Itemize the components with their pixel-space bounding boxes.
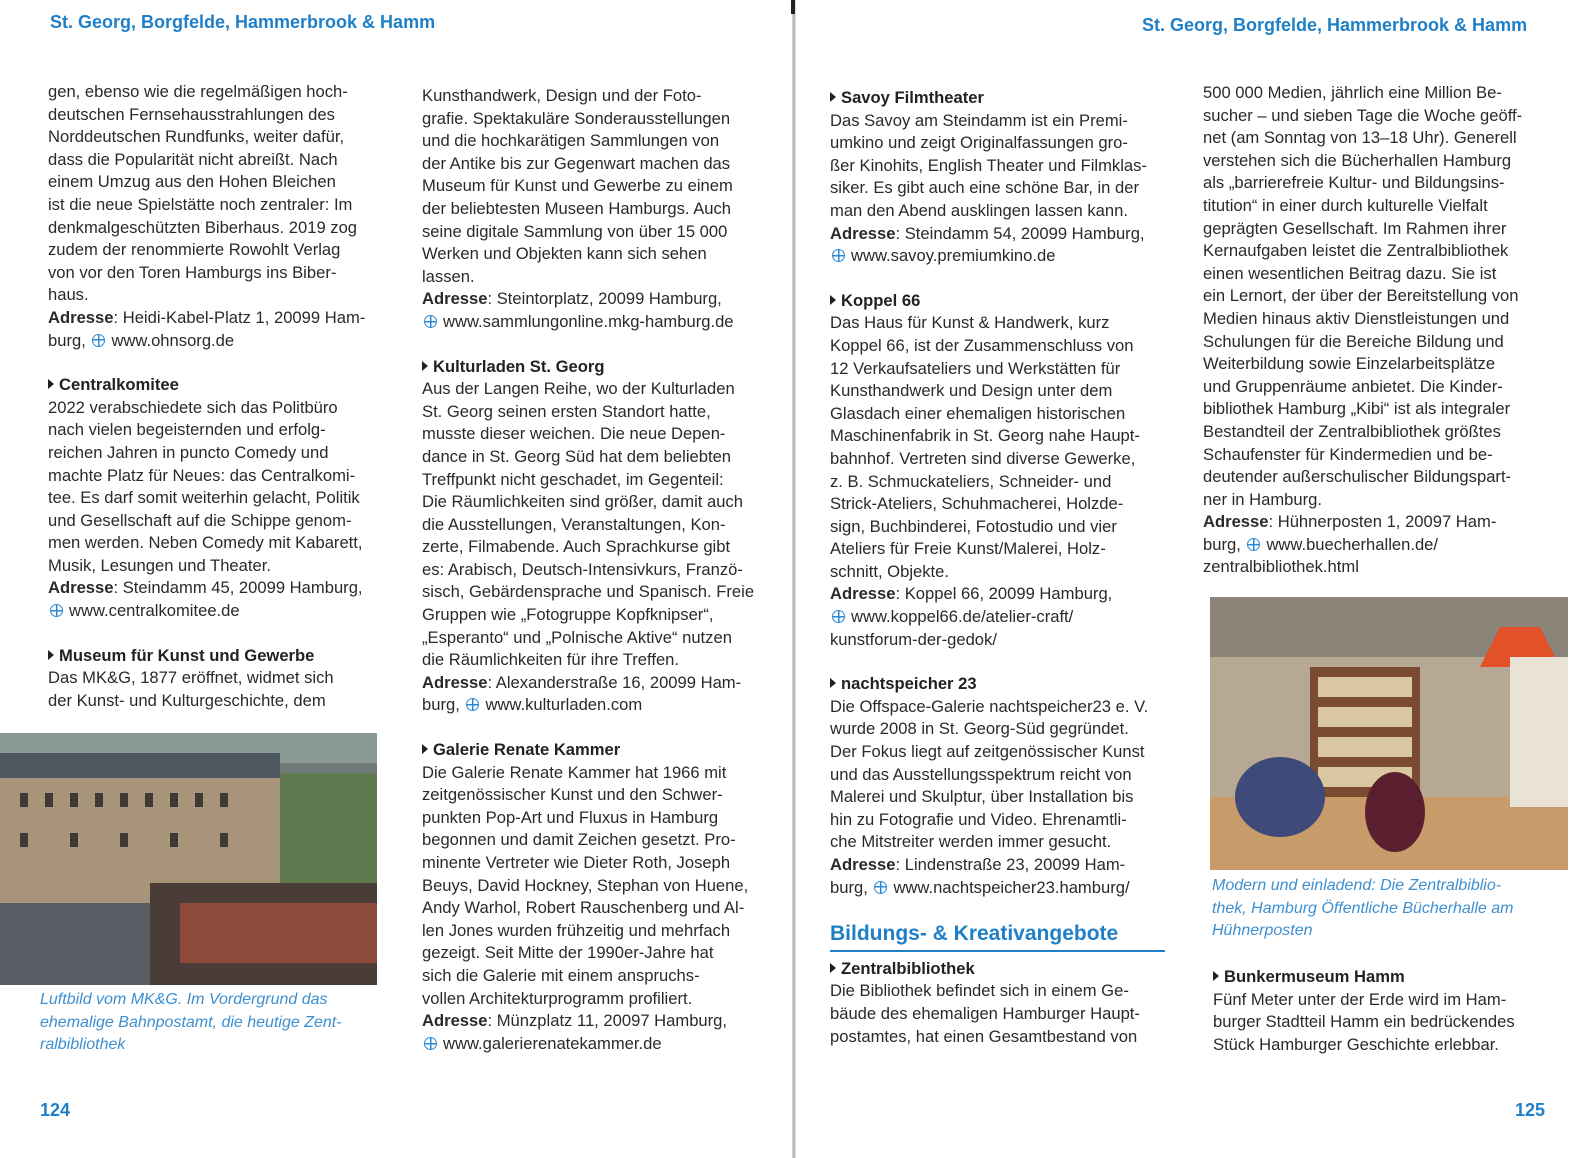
body-text-line: net (am Sonntag von 13–18 Uhr). Generell <box>1203 128 1517 148</box>
body-text-line: Strick-Ateliers, Schuhmacherei, Holzde- <box>830 494 1124 514</box>
body-text-line: ein Lernort, der über der Bereitstellung von <box>1203 286 1519 306</box>
address-text: burg, <box>422 695 465 715</box>
address-text: : Steindamm 54, 20099 Hamburg, <box>895 223 1145 243</box>
address-label: Adresse <box>830 584 896 604</box>
body-text-line: die Ausstellungen, Veranstaltungen, Kon- <box>422 514 726 534</box>
address-text: : Münzplatz 11, 20097 Hamburg, <box>487 1011 728 1031</box>
aerial-photo-mkg <box>0 733 377 985</box>
body-text-line: Weiterbildung sowie Einzelarbeitsplätze <box>1203 354 1496 374</box>
body-text-line: Schulungen für die Bereiche Bildung und <box>1203 331 1504 351</box>
body-text-line: postamtes, hat einen Gesamtbestand von <box>830 1026 1138 1046</box>
body-text-line: zentralbibliothek.html <box>1203 557 1359 577</box>
address-text: : Hühnerposten 1, 20097 Ham- <box>1268 512 1497 532</box>
body-text-line: und die hochkarätigen Sammlungen von <box>422 131 720 151</box>
address-label: Adresse <box>422 1011 488 1031</box>
body-text-line: Museum für Kunst und Gewerbe zu einem <box>422 176 733 196</box>
address-line <box>422 288 762 311</box>
address-text: burg, <box>1203 534 1246 554</box>
entry-heading: Bunkermuseum Hamm <box>1213 966 1553 989</box>
book-gutter-top <box>791 0 795 14</box>
body-text-line: die Räumlichkeiten für ihre Treffen. <box>422 650 680 670</box>
book-gutter <box>792 0 796 1158</box>
caption-line: ehemalige Bahnpostamt, die heutige Zent- <box>40 1013 342 1031</box>
body-text-line: 2022 verabschiedete sich das Politbüro <box>48 397 338 417</box>
body-text-line: zeitgenössischer Kunst und den Schwer- <box>422 785 723 805</box>
website-link[interactable]: www.centralkomitee.de <box>69 601 240 621</box>
globe-icon <box>424 1037 437 1050</box>
body-text-line: es: Arabisch, Deutsch-Intensivkurs, Franzö- <box>422 559 743 579</box>
globe-icon <box>832 249 845 262</box>
web-line <box>830 877 1170 900</box>
body-text-line: begonnen und damit Zeichen gesetzt. Pro- <box>422 830 736 850</box>
address-line <box>422 1010 762 1033</box>
column-4-bottom <box>1213 966 1553 1056</box>
body-text-line: gezeigt. Seit Mitte der 1990er-Jahre hat <box>422 943 714 963</box>
body-text-line: minente Vertreter wie Dieter Roth, Joseph <box>422 853 731 872</box>
body-text-line: einem Umzug aus den Hohen Bleichen <box>48 172 336 192</box>
body-text-line: Das MK&G, 1877 eröffnet, widmet sich <box>48 668 334 688</box>
web-line <box>48 600 388 623</box>
address-line <box>830 854 1170 877</box>
body-text-line: wurde 2008 in St. Georg-Süd gegründet. <box>830 719 1129 739</box>
body-text-line: Die Galerie Renate Kammer hat 1966 mit <box>422 762 727 782</box>
address-text: : Koppel 66, 20099 Hamburg, <box>895 584 1113 604</box>
body-text-line: 12 Verkaufsateliers und Werkstätten für <box>830 358 1121 378</box>
body-text-line: deutschen Fernsehausstrahlungen des <box>48 104 335 124</box>
address-label: Adresse <box>1203 512 1269 532</box>
body-text-line: Fünf Meter unter der Erde wird im Ham- <box>1213 989 1507 1009</box>
body-text-line: Andy Warhol, Robert Rauschenberg und Al- <box>422 898 745 918</box>
body-text-line: grafie. Spektakuläre Sonderausstellungen <box>422 108 731 128</box>
web-line <box>422 694 762 717</box>
address-line <box>48 577 388 600</box>
body-text-line: Kunsthandwerk und Design unter dem <box>830 381 1113 401</box>
address-line <box>1203 511 1543 534</box>
globe-icon <box>466 698 479 711</box>
body-text-line: Musik, Lesungen und Theater. <box>48 555 271 575</box>
body-text-line: „Esperanto“ und „Polnische Aktive“ nutzen <box>422 627 732 647</box>
body-text-line: kunstforum-der-gedok/ <box>830 629 997 649</box>
body-text-line: Stück Hamburger Geschichte erlebbar. <box>1213 1034 1499 1054</box>
address-label: Adresse <box>48 307 114 327</box>
globe-icon <box>874 881 887 894</box>
body-text-line: Kunsthandwerk, Design und der Foto- <box>422 86 702 105</box>
address-text: : Heidi-Kabel-Platz 1, 20099 Ham- <box>113 307 366 327</box>
body-text-line: verstehen sich die Bücherhallen Hamburg <box>1203 150 1512 170</box>
globe-icon <box>92 334 105 347</box>
body-text-line: Koppel 66, ist der Zusammenschluss von <box>830 335 1134 355</box>
body-text-line: denkmalgeschützten Biberhaus. 2019 zog <box>48 217 358 237</box>
body-text-line: len Jones wurden frühzeitig und mehrfach <box>422 920 731 940</box>
address-text: : Lindenstraße 23, 20099 Ham- <box>895 855 1126 874</box>
entry-heading: Savoy Filmtheater <box>830 87 1170 110</box>
body-text-line: machte Platz für Neues: das Centralkomi- <box>48 465 356 485</box>
body-text-line: dance in St. Georg Süd hat dem beliebten <box>422 446 732 466</box>
address-label: Adresse <box>422 672 488 692</box>
body-text-line: burger Stadtteil Hamm ein bedrückendes <box>1213 1012 1515 1032</box>
body-text-line: che Mitstreiter werden immer gesucht. <box>830 832 1112 852</box>
body-text-line: ist die neue Spielstätte noch zentraler: Im <box>48 194 353 214</box>
address-line <box>830 223 1170 246</box>
body-text-line: titution“ in einer durch kulturelle Vielfalt <box>1203 195 1488 215</box>
body-text-line: punkten Pop-Art und Fluxus in Hamburg <box>422 807 719 827</box>
entry-heading: Kulturladen St. Georg <box>422 356 762 379</box>
body-text-line: Werken und Objekten kann sich sehen <box>422 244 707 264</box>
body-text-line: Malerei und Skulptur, über Installation bis <box>830 787 1134 807</box>
body-text-line: der Kunst- und Kulturgeschichte, dem <box>48 690 326 710</box>
column-1 <box>48 81 388 712</box>
body-text-line: Ateliers für Freie Kunst/Malerei, Holz- <box>830 539 1106 559</box>
body-text-line: und Gesellschaft auf die Schippe genom- <box>48 510 352 530</box>
address-text: burg, <box>830 877 873 897</box>
body-text-line: Der Fokus liegt auf zeitgenössischer Kunst <box>830 742 1145 762</box>
body-text-line: schnitt, Objekte. <box>830 561 949 581</box>
running-head-left: St. Georg, Borgfelde, Hammerbrook & Hamm <box>50 12 436 32</box>
body-text-line: Gruppen wie „Fotogruppe Kopfknipser“, <box>422 605 714 625</box>
body-text-line: Die Bibliothek befindet sich in einem Ge- <box>830 981 1129 1001</box>
body-text-line: vollen Architekturprogramm profiliert. <box>422 988 693 1008</box>
caption-line: ralbibliothek <box>40 1036 126 1053</box>
body-text-line: Aus der Langen Reihe, wo der Kulturladen <box>422 379 735 399</box>
entry-heading: Galerie Renate Kammer <box>422 739 762 762</box>
globe-icon <box>832 610 845 623</box>
caption-line: Luftbild vom MK&G. Im Vordergrund das <box>40 991 328 1008</box>
address-line <box>422 672 762 695</box>
body-text-line: men werden. Neben Comedy mit Kabarett, <box>48 533 363 553</box>
body-text-line: sich die Galerie mit einem anspruchs- <box>422 965 700 985</box>
body-text-line: hin zu Fotografie und Video. Ehrenamtli- <box>830 809 1127 829</box>
entry-heading: Centralkomitee <box>48 374 388 397</box>
body-text-line: einen wesentlichen Beitrag dazu. Sie ist <box>1203 263 1497 283</box>
body-text-line: als „barrierefreie Kultur- und Bildungsins- <box>1203 173 1505 193</box>
photo-caption-left <box>40 989 342 1057</box>
web-line <box>830 606 1170 629</box>
body-text-line: der beliebtesten Museen Hamburgs. Auch <box>422 198 732 218</box>
body-text-line: musste dieser weichen. Die neue Depen- <box>422 424 726 444</box>
body-text-line: seine digitale Sammlung von über 15 000 <box>422 221 728 241</box>
body-text-line: sign, Buchbinderei, Fotostudio und vier <box>830 516 1117 536</box>
web-line <box>422 311 762 334</box>
section-heading: Bildungs- & Kreativangebote <box>830 923 1165 952</box>
column-4 <box>1203 82 1543 579</box>
body-text-line: Beuys, David Hockney, Stephan von Huene, <box>422 875 749 895</box>
body-text-line: von vor den Toren Hamburgs ins Biber- <box>48 262 337 282</box>
column-3 <box>830 87 1170 1048</box>
page-number-right: 125 <box>1515 1100 1546 1120</box>
body-text-line: bibliothek Hamburg „Kibi“ ist als integraler <box>1203 399 1511 419</box>
body-text-line: geprägten Gesellschaft. Im Rahmen ihrer <box>1203 218 1507 238</box>
body-text-line: Schaufenster für Kindermedien und be- <box>1203 444 1493 464</box>
column-2 <box>422 85 762 1055</box>
body-text-line: Medien hinaus aktiv Dienstleistungen und <box>1203 308 1510 328</box>
web-line <box>830 245 1170 268</box>
body-text-line: und Gruppenräume anbietet. Die Kinder- <box>1203 376 1503 396</box>
body-text-line: lassen. <box>422 266 475 286</box>
entry-heading: Koppel 66 <box>830 290 1170 313</box>
body-text-line: haus. <box>48 285 89 305</box>
body-text-line: siker. Es gibt auch eine schöne Bar, in der <box>830 178 1140 198</box>
body-text-line: St. Georg seinen ersten Standort hatte, <box>422 401 711 421</box>
entry-heading: Museum für Kunst und Gewerbe <box>48 645 388 668</box>
body-text-line: umkino und zeigt Originalfassungen gro- <box>830 133 1128 153</box>
body-text-line: Glasdach einer ehemaligen historischen <box>830 403 1126 423</box>
website-link[interactable]: www.buecherhallen.de/ <box>1266 534 1439 554</box>
address-label: Adresse <box>830 223 896 243</box>
running-head-right: St. Georg, Borgfelde, Hammerbrook & Hamm <box>1142 15 1528 35</box>
address-label: Adresse <box>48 578 114 598</box>
body-text-line: Die Räumlichkeiten sind größer, damit auch <box>422 492 743 512</box>
body-text-line: Treffpunkt nicht geschadet, im Gegenteil: <box>422 469 724 489</box>
globe-icon <box>424 315 437 328</box>
address-line <box>48 307 388 330</box>
body-text-line: man den Abend ausklingen lassen kann. <box>830 200 1128 220</box>
body-text-line: Norddeutschen Rundfunks, weiter dafür, <box>48 127 345 147</box>
body-text-line: Die Offspace-Galerie nachtspeicher23 e. V. <box>830 696 1149 716</box>
body-text-line: zerte, Filmabende. Auch Sprachkurse gibt <box>422 537 731 557</box>
body-text-line: deutender außerschulischer Bildungspart- <box>1203 467 1512 487</box>
body-text-line: Kernaufgaben leistet die Zentralbibliothek <box>1203 241 1509 261</box>
entry-heading: nachtspeicher 23 <box>830 673 1170 696</box>
photo-caption-right <box>1212 875 1513 943</box>
website-link[interactable]: www.koppel66.de/atelier-craft/ <box>851 607 1074 627</box>
body-text-line: der Antike bis zur Gegenwart machen das <box>422 153 731 173</box>
caption-line: thek, Hamburg Öffentliche Bücherhalle am <box>1212 899 1514 917</box>
website-link[interactable]: www.savoy.premiumkino.de <box>851 246 1056 266</box>
body-text-line: nach vielen begeisternden und erfolg- <box>48 420 326 440</box>
web-line <box>1203 534 1543 557</box>
body-text-line: ner in Hamburg. <box>1203 489 1322 509</box>
address-line <box>830 583 1170 606</box>
body-text-line: Bestandteil der Zentralbibliothek größtes <box>1203 421 1501 441</box>
address-label: Adresse <box>422 289 488 309</box>
address-text: : Alexanderstraße 16, 20099 Ham- <box>487 672 742 692</box>
caption-line: Hühnerposten <box>1212 922 1313 939</box>
body-text-line: sisch, Gebärdensprache und Spanisch. Freie <box>422 582 755 602</box>
body-text-line: 500 000 Medien, jährlich eine Million Be- <box>1203 83 1502 102</box>
body-text-line: ßer Kinohits, English Theater und Filmklas- <box>830 155 1147 175</box>
body-text-line: sucher – und sieben Tage die Woche geöff- <box>1203 105 1523 125</box>
body-text-line: gen, ebenso wie die regelmäßigen hoch- <box>48 82 348 101</box>
website-link[interactable]: www.ohnsorg.de <box>111 330 235 350</box>
body-text-line: zudem der renommierte Rowohlt Verlag <box>48 240 341 260</box>
body-text-line: Das Haus für Kunst & Handwerk, kurz <box>830 313 1110 333</box>
address-text: burg, <box>48 330 91 350</box>
globe-icon <box>50 604 63 617</box>
address-text: : Steindamm 45, 20099 Hamburg, <box>113 578 363 598</box>
web-line <box>48 330 388 353</box>
body-text-line: reichen Jahren in puncto Comedy und <box>48 442 329 462</box>
body-text-line: Maschinenfabrik in St. Georg nahe Haupt- <box>830 426 1140 446</box>
body-text-line: und das Ausstellungsspektrum reicht von <box>830 764 1132 784</box>
page-number-left: 124 <box>40 1100 71 1120</box>
body-text-line: bahnhof. Vertreten sind diverse Gewerke, <box>830 448 1136 468</box>
entry-heading: Zentralbibliothek <box>830 958 1170 981</box>
body-text-line: tee. Es darf somit weiterhin gelacht, Politik <box>48 488 360 508</box>
website-link[interactable]: www.sammlungonline.mkg-hamburg.de <box>443 311 734 331</box>
body-text-line: bäude des ehemaligen Hamburger Haupt- <box>830 1003 1140 1023</box>
address-label: Adresse <box>830 855 896 874</box>
website-link[interactable]: www.kulturladen.com <box>485 695 643 715</box>
caption-line: Modern und einladend: Die Zentralbiblio- <box>1212 877 1502 894</box>
web-line <box>422 1033 762 1056</box>
body-text-line: z. B. Schmuckateliers, Schneider- und <box>830 471 1112 491</box>
body-text-line: dass die Popularität nicht abreißt. Nach <box>48 149 338 169</box>
library-interior-photo <box>1210 597 1568 870</box>
website-link[interactable]: www.nachtspeicher23.hamburg/ <box>893 877 1130 897</box>
address-text: : Steintorplatz, 20099 Hamburg, <box>487 289 722 309</box>
website-link[interactable]: www.galerierenatekammer.de <box>443 1033 662 1053</box>
body-text-line: Das Savoy am Steindamm ist ein Premi- <box>830 110 1128 130</box>
globe-icon <box>1247 538 1260 551</box>
